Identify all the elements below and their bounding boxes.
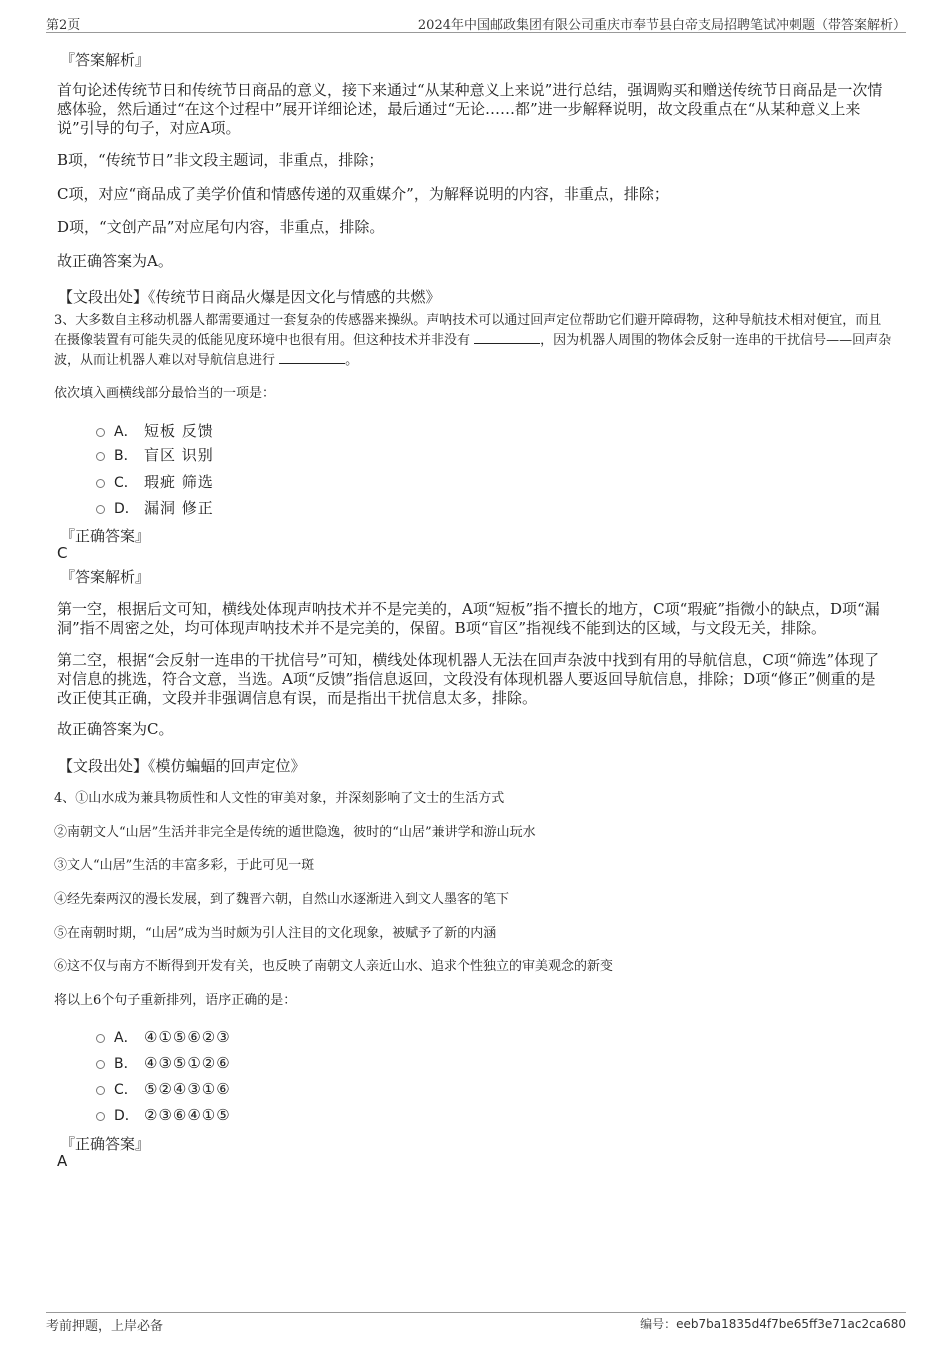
option-d[interactable] [96,497,214,518]
sentence-item: ③文人“山居”生活的丰富多彩，于此可见一斑 [54,858,315,873]
sentence-item: ⑤在南朝时期，“山居”成为当时颇为引人注目的文化现象，被赋予了新的内涵 [54,926,497,941]
document-serial: 编号：eeb7ba1835d4f7be65ff3e71ac2ca680 [640,1317,906,1331]
page-header [46,12,906,33]
option-text: ⑤②④③①⑥ [144,1080,231,1098]
analysis-paragraph: 第二空，根据“会反射一连串的干扰信号”可知，横线处体现机器人无法在回声杂波中找到有用的导航信息，C项“筛选”体现了对信息的挑选，符合文意，当选。A项“反馈”指信息返回，文段没有体现机器人要返回导航信息，排除；D项“修正”侧重的是改正使其正确，文段并非强调信息有误，而是指出干扰信息太多，排除。 [57,651,880,707]
passage-source: 【文段出处】《模仿蝙蝠的回声定位》 [58,757,306,775]
option-a[interactable] [96,1027,231,1047]
option-a[interactable] [96,420,214,441]
option-key: B． [114,447,138,464]
correct-answer-label: 『正确答案』 [60,1135,151,1153]
radio-button[interactable] [96,452,105,461]
option-key: C． [114,1082,138,1098]
question-prompt: 依次填入画横线部分最恰当的一项是： [54,386,276,401]
analysis-label: 『答案解析』 [60,568,151,586]
correct-answer: C [57,544,68,562]
option-key: C． [114,474,138,491]
option-text: 盲区 识别 [144,446,214,464]
option-key: D． [114,500,139,517]
option-text: ②③⑥④①⑤ [144,1106,231,1124]
option-text: ④③⑤①②⑥ [144,1054,231,1072]
option-text: ④①⑤⑥②③ [144,1028,231,1046]
radio-button[interactable] [96,505,105,514]
correct-answer: A [57,1152,68,1170]
option-c[interactable] [96,1079,231,1099]
radio-button[interactable] [96,1034,105,1043]
radio-button[interactable] [96,1060,105,1069]
page-footer [46,1312,906,1335]
option-key: B． [114,1056,138,1072]
correct-answer-label: 『正确答案』 [60,527,151,545]
analysis-paragraph: 首句论述传统节日和传统节日商品的意义，接下来通过“从某种意义上来说”进行总结，强调购买和赠送传统节日商品是一次情感体验，然后通过“在这个过程中”展开详细论述，最后通过“无论……都”进一步解释说明，故文段重点在“从某种意义上来说”引导的句子，对应A项。 [57,81,883,137]
analysis-conclusion: 故正确答案为A。 [57,252,173,270]
option-b[interactable] [96,1053,231,1073]
option-text: 短板 反馈 [144,422,214,440]
fill-blank [474,331,540,344]
analysis-paragraph: C项，对应“商品成了美学价值和情感传递的双重媒介”，为解释说明的内容，非重点，排除； [57,185,669,203]
sentence-item: ②南朝文人“山居”生活并非完全是传统的遁世隐逸，彼时的“山居”兼讲学和游山玩水 [54,825,536,840]
page-number: 第2页 [46,18,81,33]
option-d[interactable] [96,1105,231,1125]
option-key: D． [114,1108,139,1124]
analysis-paragraph: D项，“文创产品”对应尾句内容，非重点，排除。 [57,218,385,236]
radio-button[interactable] [96,1112,105,1121]
document-title: 2024年中国邮政集团有限公司重庆市奉节县白帝支局招聘笔试冲刺题（带答案解析） [417,18,906,33]
analysis-label: 『答案解析』 [60,51,151,69]
question-stem-part: ，因为机器人周围的物体会反射一连串的干扰信号——回声杂波，从而让机器人难以对导航信息进行 [54,333,892,368]
radio-button[interactable] [96,1086,105,1095]
passage-source: 【文段出处】《传统节日商品火爆是因文化与情感的共燃》 [58,288,441,306]
analysis-conclusion: 故正确答案为C。 [57,720,174,738]
option-text: 瑕疵 筛选 [144,473,214,491]
option-text: 漏洞 修正 [144,499,214,517]
sentence-item: ⑥这不仅与南方不断得到开发有关，也反映了南朝文人亲近山水、追求个性独立的审美观念的新变 [54,959,614,974]
question-stem-part: 。 [345,353,359,368]
radio-button[interactable] [96,428,105,437]
question-prompt: 将以上6个句子重新排列，语序正确的是： [54,993,297,1008]
analysis-paragraph: B项，“传统节日”非文段主题词，非重点，排除； [57,151,384,169]
question-stem-part: 3、大多数自主移动机器人都需要通过一套复杂的传感器来操纵。声呐技术可以通过回声定位帮助它们避开障碍物，这种导航技术相对便宜，而且在摄像装置有可能失灵的低能见度环境中也很有用。但这种技术并非没有 [54,313,882,348]
question-stem [54,311,894,371]
option-key: A． [114,1030,138,1046]
option-c[interactable] [96,471,214,492]
sentence-item: 4、①山水成为兼具物质性和人文性的审美对象，并深刻影响了文士的生活方式 [54,791,505,806]
option-b[interactable] [96,444,214,465]
option-key: A． [114,423,138,440]
sentence-item: ④经先秦两汉的漫长发展，到了魏晋六朝，自然山水逐渐进入到文人墨客的笔下 [54,892,510,907]
fill-blank [279,351,345,364]
footer-slogan: 考前押题，上岸必备 [46,1319,164,1334]
radio-button[interactable] [96,479,105,488]
analysis-paragraph: 第一空，根据后文可知，横线处体现声呐技术并不是完美的，A项“短板”指不擅长的地方，C项“瑕疵”指微小的缺点，D项“漏洞”指不周密之处，均可体现声呐技术并不是完美的，保留。B项“盲区”指视线不能到达的区域，与文段无关，排除。 [57,600,880,637]
